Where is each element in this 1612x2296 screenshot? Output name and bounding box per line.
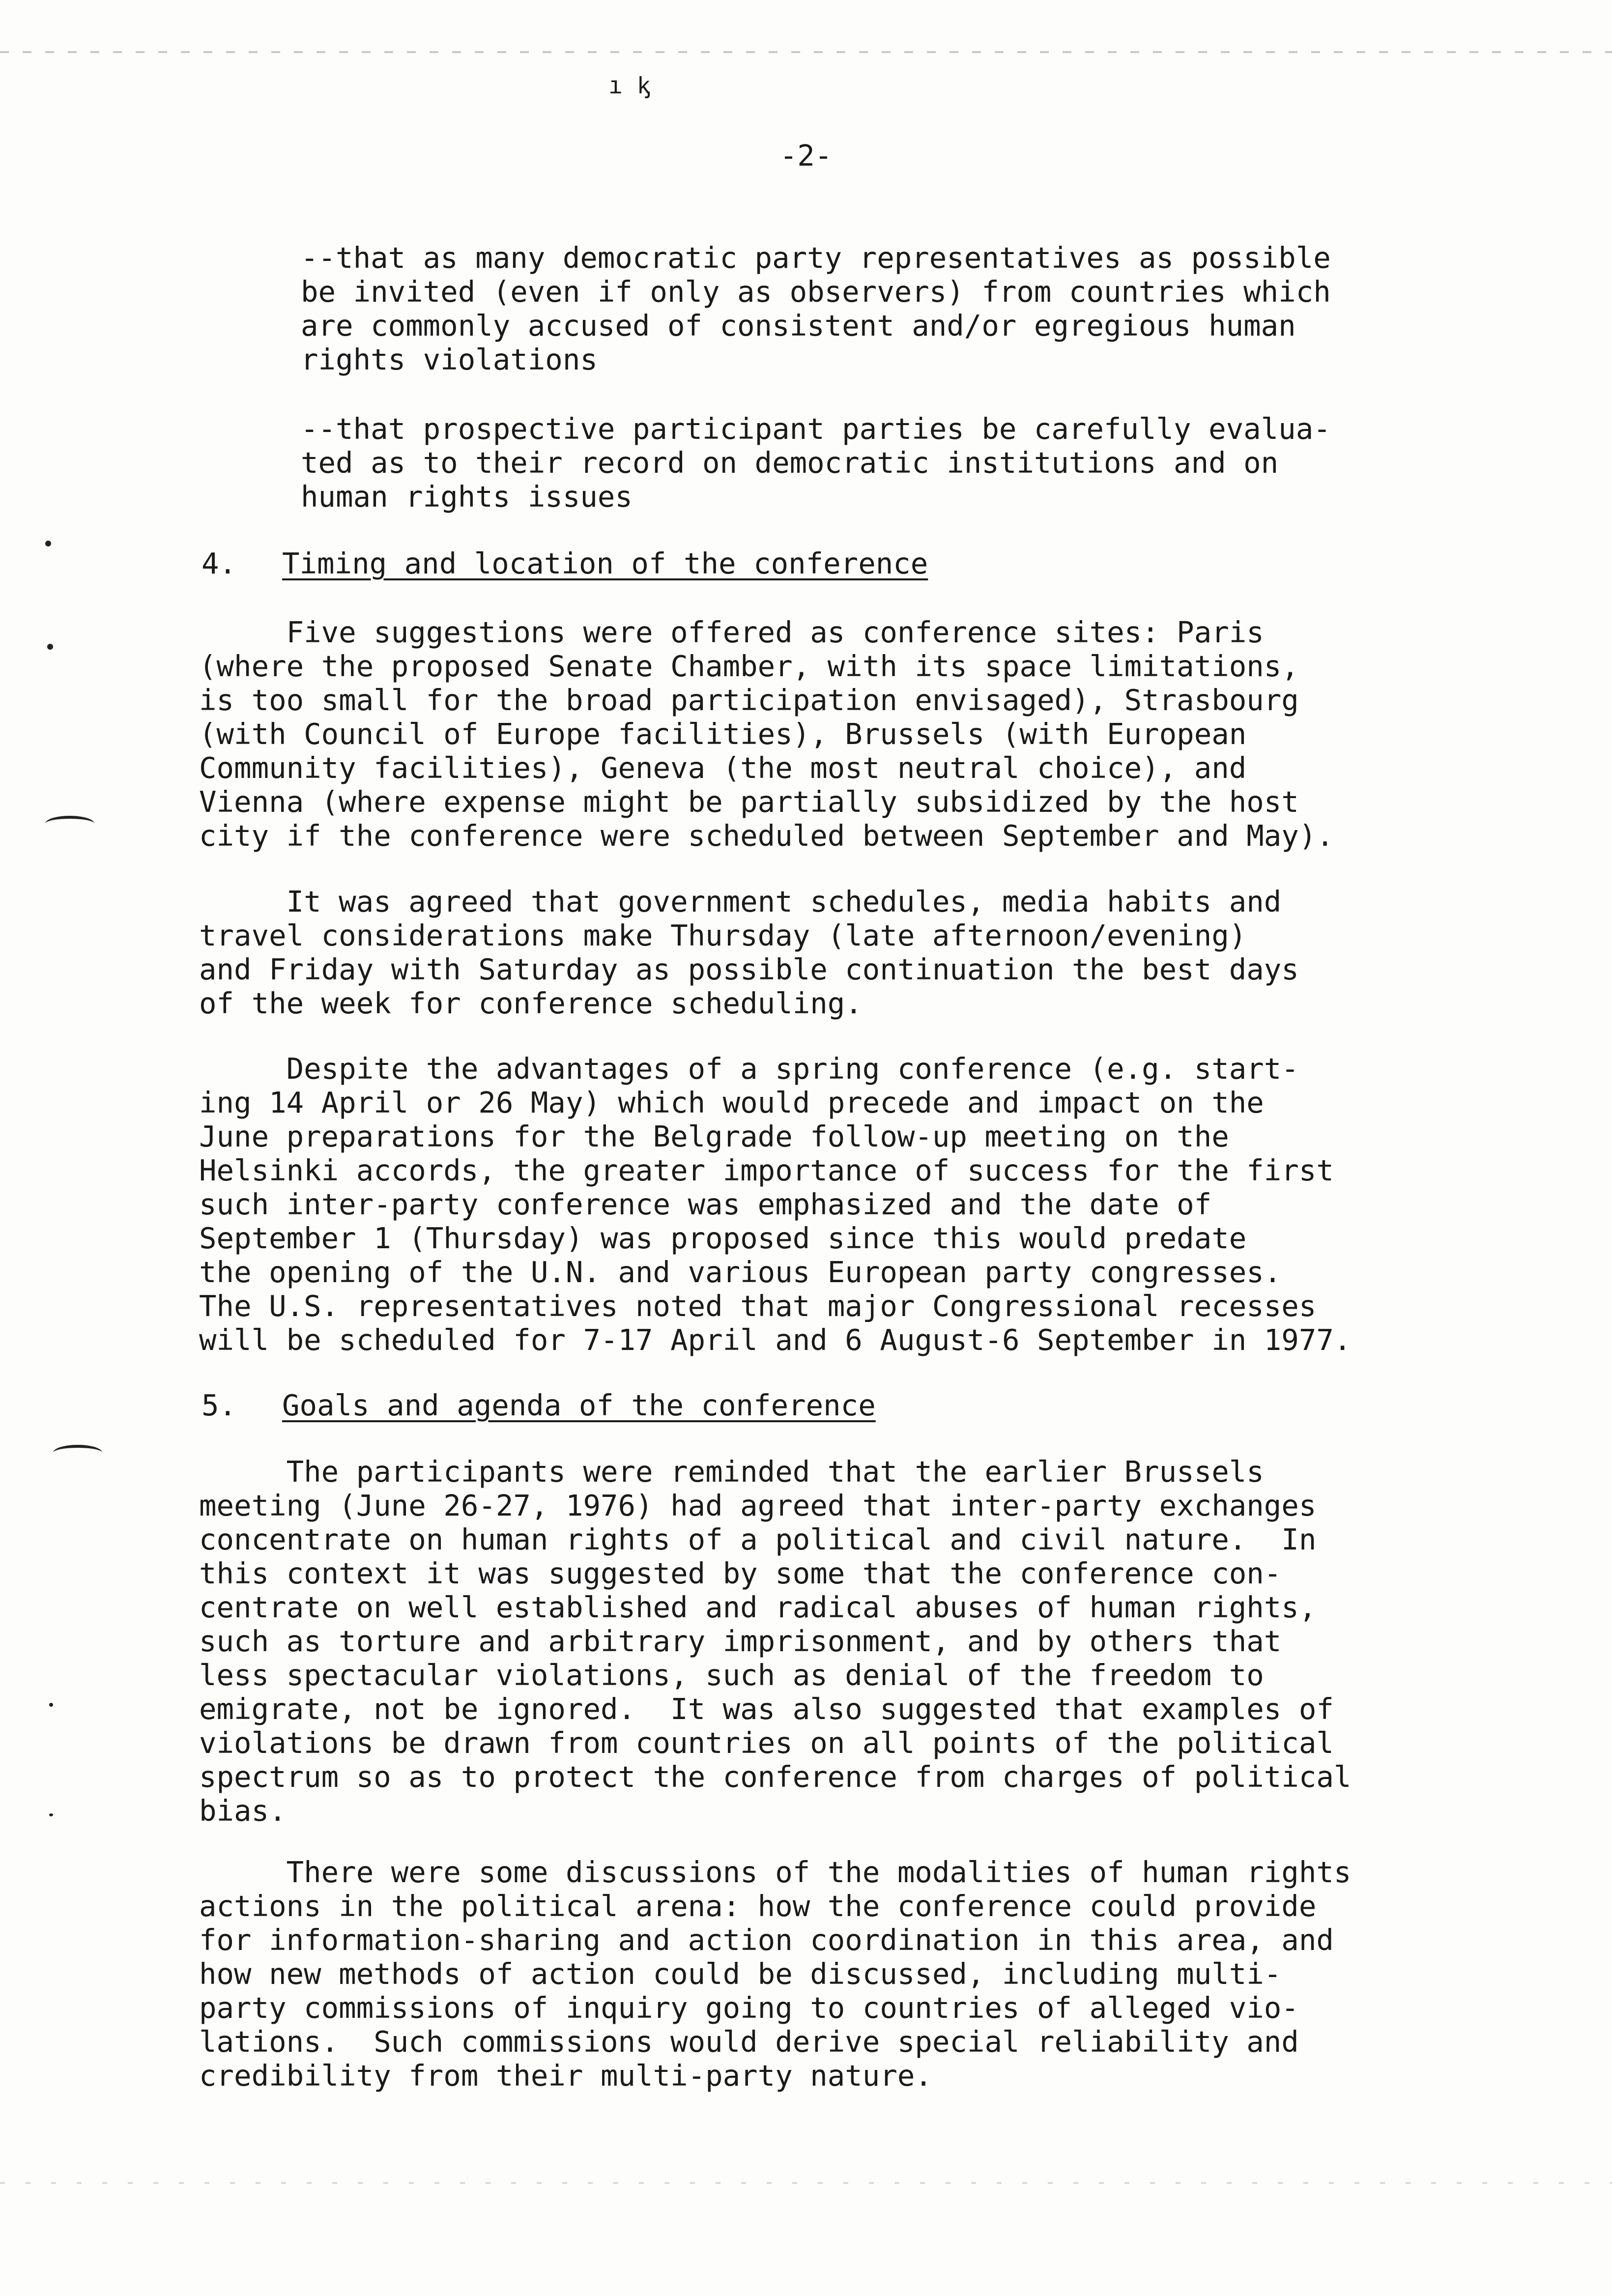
margin-speck: [47, 644, 53, 650]
section-number: 5.: [202, 1388, 237, 1422]
scan-edge-top: [0, 51, 1612, 53]
section-title: Goals and agenda of the conference: [282, 1388, 876, 1422]
paragraph: Five suggestions were offered as conference sites: Paris (where the proposed Senate Chamber, with its space limitations, is too small for the broad participation envisaged), Strasbourg (with Council of Europe facilities), Brussels (with European Community facilities), Geneva (the most neutral choice), and Vienna (where expense might be partially subsidized by the host city if the conference were scheduled between September and May).: [199, 615, 1334, 853]
margin-speck: [45, 816, 94, 832]
margin-speck: [53, 1445, 102, 1461]
paragraph: There were some discussions of the modalities of human rights actions in the political arena: how the conference could provide for information-sharing and action coordination in this area, and how new methods of action could be discussed, including multi- party commissions of inquiry going to countries of alleged vio- lations. Such commissions would derive special reliability and credibility from their multi-party nature.: [199, 1855, 1352, 2093]
section-heading: [202, 546, 928, 580]
margin-speck: [49, 1813, 53, 1816]
page-number: -2-: [779, 139, 833, 172]
margin-speck: [45, 541, 51, 546]
section-title: Timing and location of the conference: [282, 546, 928, 580]
margin-speck: [49, 1703, 53, 1707]
scan-edge-bottom: [0, 2182, 1612, 2184]
top-scribble-mark: ı ᶄ: [608, 72, 651, 99]
paragraph: The participants were reminded that the earlier Brussels meeting (June 26-27, 1976) had agreed that inter-party exchanges concentrate on human rights of a political and civil nature. In this context it was suggested by some that the conference con- centrate on well established and radical abuses of human rights, such as torture and arbitrary imprisonment, and by others that less spectacular violations, such as denial of the freedom to emigrate, not be ignored. It was also suggested that examples of violations be drawn from countries on all points of the political spectrum so as to protect the conference from charges of political bias.: [199, 1455, 1352, 1828]
paragraph: Despite the advantages of a spring conference (e.g. start- ing 14 April or 26 May) which would precede and impact on the June preparations for the Belgrade follow-up meeting on the Helsinki accords, the greater importance of success for the first such inter-party conference was emphasized and the date of September 1 (Thursday) was proposed since this would predate the opening of the U.N. and various European party congresses. The U.S. representatives noted that major Congressional recesses will be scheduled for 7-17 April and 6 August-6 September in 1977.: [199, 1052, 1352, 1357]
section-heading: [202, 1388, 876, 1422]
paragraph: It was agreed that government schedules, media habits and travel considerations make Thursday (late afternoon/evening) and Friday with Saturday as possible continuation the best days of the week for conference scheduling.: [199, 885, 1299, 1020]
section-number: 4.: [202, 546, 237, 580]
bullet-item: --that prospective participant parties be carefully evalua- ted as to their record on democratic institutions and on human rights issues: [301, 412, 1331, 514]
bullet-item: --that as many democratic party representatives as possible be invited (even if only as observers) from countries which are commonly accused of consistent and/or egregious human rights violations: [301, 241, 1331, 376]
